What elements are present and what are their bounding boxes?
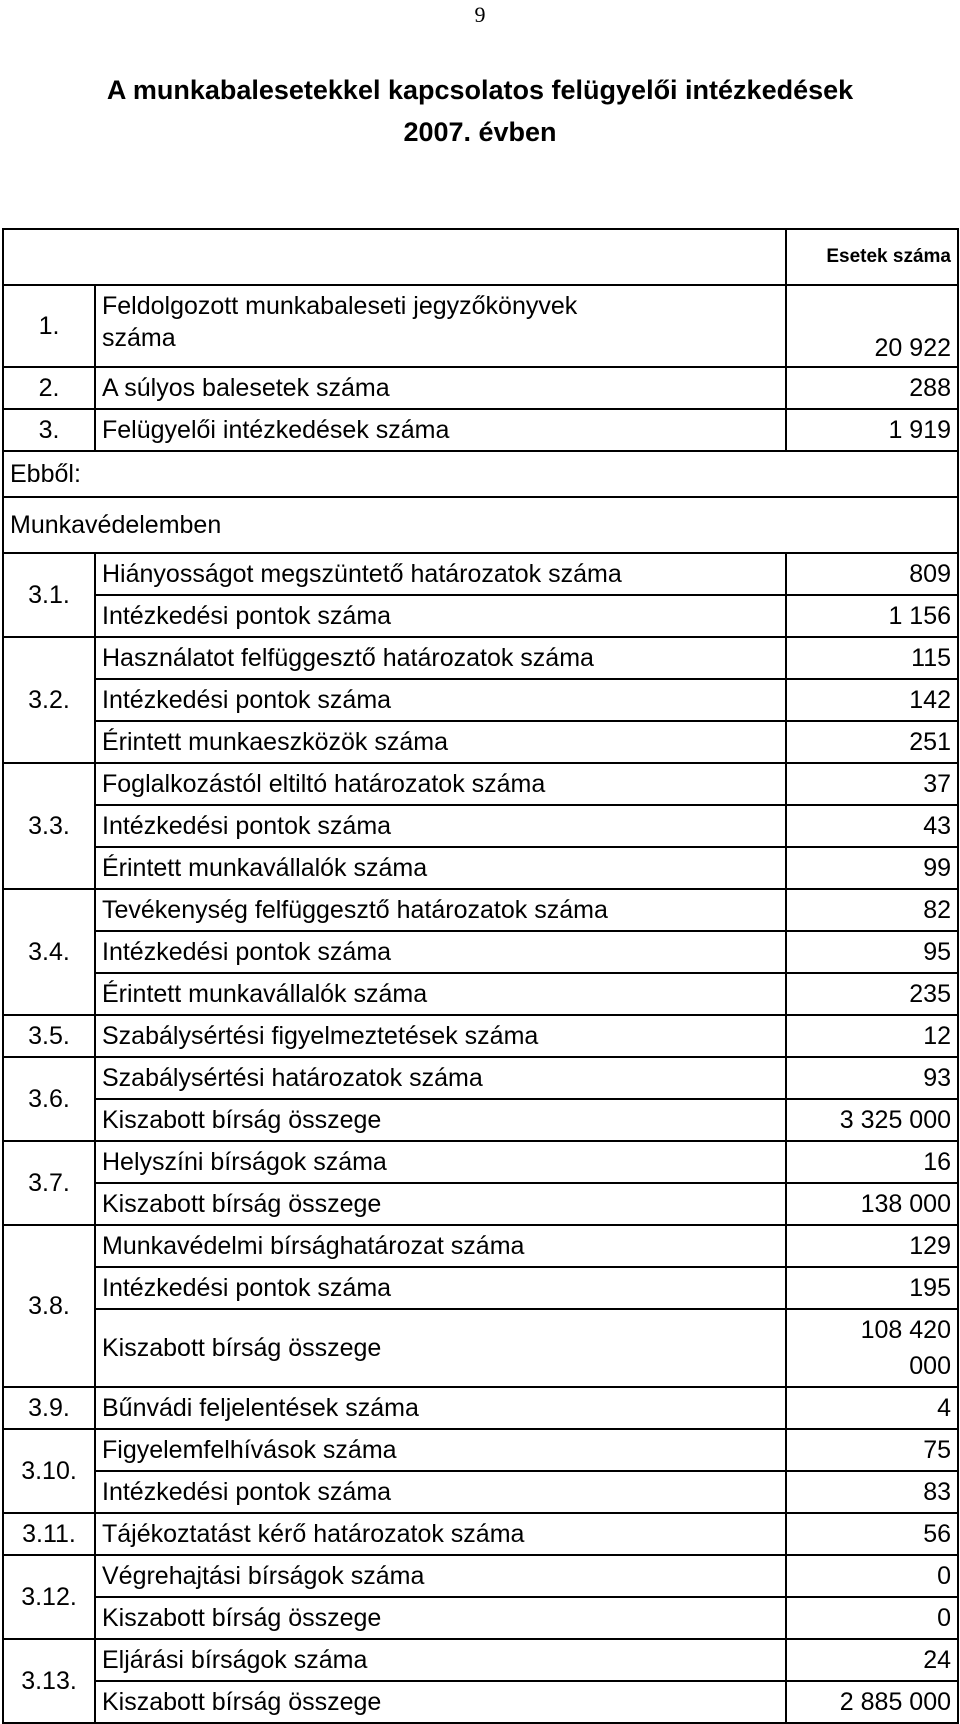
table-row-section <box>3 497 958 553</box>
page-title: A munkabalesetekkel kapcsolatos felügyelői intézkedések <box>106 75 854 105</box>
row-label: Hiányosságot megszüntető határozatok száma <box>95 553 786 595</box>
row-value: 93 <box>786 1057 958 1099</box>
row-number: 3.7. <box>3 1141 95 1225</box>
row-label: Érintett munkavállalók száma <box>95 973 786 1015</box>
row-label: Munkavédelmi bírsághatározat száma <box>95 1225 786 1267</box>
row-value: 142 <box>786 679 958 721</box>
row-value: 1 919 <box>786 409 958 451</box>
table-row <box>3 595 958 637</box>
row-number: 3.6. <box>3 1057 95 1141</box>
row-label: Intézkedési pontok száma <box>95 805 786 847</box>
table-row <box>3 931 958 973</box>
groups-body <box>3 553 958 1723</box>
row-value: 16 <box>786 1141 958 1183</box>
table-row <box>3 763 958 805</box>
row-label: Használatot felfüggesztő határozatok száma <box>95 637 786 679</box>
row-label: Szabálysértési határozatok száma <box>95 1057 786 1099</box>
row-value: 24 <box>786 1639 958 1681</box>
table-row <box>3 367 958 409</box>
table-row <box>3 1015 958 1057</box>
row-value: 0 <box>786 1597 958 1639</box>
row-value: 82 <box>786 889 958 931</box>
table-row <box>3 889 958 931</box>
column-header-cases: Esetek száma <box>786 229 958 285</box>
row-label: Kiszabott bírság összege <box>95 1681 786 1723</box>
header-empty-cell <box>3 229 786 285</box>
row-value: 4 <box>786 1387 958 1429</box>
row-value: 95 <box>786 931 958 973</box>
row-label: Bűnvádi feljelentések száma <box>95 1387 786 1429</box>
row-number: 3.10. <box>3 1429 95 1513</box>
row-label: Intézkedési pontok száma <box>95 1471 786 1513</box>
row-number: 3.5. <box>3 1015 95 1057</box>
table-row <box>3 679 958 721</box>
row-label: Figyelemfelhívások száma <box>95 1429 786 1471</box>
row-label: Kiszabott bírság összege <box>95 1099 786 1141</box>
row-number: 2. <box>3 367 95 409</box>
row-value: 115 <box>786 637 958 679</box>
row-value-line: 000 <box>909 1352 951 1380</box>
table-row-ebbol <box>3 451 958 497</box>
row-value <box>786 1309 958 1387</box>
row-number: 3.1. <box>3 553 95 637</box>
row-number: 3.11. <box>3 1513 95 1555</box>
row-value: 3 325 000 <box>786 1099 958 1141</box>
row-label: Foglalkozástól eltiltó határozatok száma <box>95 763 786 805</box>
row-label: Kiszabott bírság összege <box>95 1597 786 1639</box>
row-label: Tevékenység felfüggesztő határozatok száma <box>95 889 786 931</box>
table-row <box>3 1267 958 1309</box>
measures-table <box>2 228 959 1724</box>
row-label: Szabálysértési figyelmeztetések száma <box>95 1015 786 1057</box>
row-value: 43 <box>786 805 958 847</box>
row-number: 3.12. <box>3 1555 95 1639</box>
row-value: 2 885 000 <box>786 1681 958 1723</box>
table-row <box>3 1141 958 1183</box>
row-number: 3.4. <box>3 889 95 1015</box>
row-label-line: Feldolgozott munkabaleseti jegyzőkönyvek <box>102 292 578 320</box>
table-row <box>3 1387 958 1429</box>
row-value: 83 <box>786 1471 958 1513</box>
row-value: 129 <box>786 1225 958 1267</box>
row-label: A súlyos balesetek száma <box>95 367 786 409</box>
row-label: Intézkedési pontok száma <box>95 931 786 973</box>
row-value: 56 <box>786 1513 958 1555</box>
row-label: Kiszabott bírság összege <box>95 1183 786 1225</box>
row-number: 3.13. <box>3 1639 95 1723</box>
table-row <box>3 409 958 451</box>
row-label: Helyszíni bírságok száma <box>95 1141 786 1183</box>
row-label: Érintett munkaeszközök száma <box>95 721 786 763</box>
table-row <box>3 1513 958 1555</box>
page-title-year: 2007. évben <box>403 117 557 147</box>
row-value: 235 <box>786 973 958 1015</box>
row-value-line: 108 420 <box>860 1316 951 1344</box>
row-value: 20 922 <box>786 285 958 367</box>
row-label: Felügyelői intézkedések száma <box>95 409 786 451</box>
table-row <box>3 973 958 1015</box>
row-value: 1 156 <box>786 595 958 637</box>
row-number: 3.2. <box>3 637 95 763</box>
row-value: 0 <box>786 1555 958 1597</box>
row-value: 288 <box>786 367 958 409</box>
row-number: 3.3. <box>3 763 95 889</box>
row-number: 3.8. <box>3 1225 95 1387</box>
row-label: Intézkedési pontok száma <box>95 595 786 637</box>
row-label: Tájékoztatást kérő határozatok száma <box>95 1513 786 1555</box>
table-row <box>3 285 958 367</box>
row-number: 3.9. <box>3 1387 95 1429</box>
row-number: 1. <box>3 285 95 367</box>
row-number: 3. <box>3 409 95 451</box>
row-value: 195 <box>786 1267 958 1309</box>
row-label <box>95 285 786 367</box>
table-row <box>3 1099 958 1141</box>
table-row <box>3 1225 958 1267</box>
table-row <box>3 1471 958 1513</box>
table-row <box>3 1429 958 1471</box>
table-row <box>3 637 958 679</box>
row-value: 37 <box>786 763 958 805</box>
table-row <box>3 553 958 595</box>
page-number: 9 <box>474 2 486 27</box>
row-label: Végrehajtási bírságok száma <box>95 1555 786 1597</box>
table-row <box>3 1309 958 1387</box>
table-row <box>3 1057 958 1099</box>
row-value: 99 <box>786 847 958 889</box>
table-row <box>3 721 958 763</box>
table-row <box>3 1639 958 1681</box>
row-value: 251 <box>786 721 958 763</box>
row-label: Intézkedési pontok száma <box>95 679 786 721</box>
row-label: Érintett munkavállalók száma <box>95 847 786 889</box>
table-row <box>3 1597 958 1639</box>
row-label-line: száma <box>102 324 176 352</box>
row-value: 75 <box>786 1429 958 1471</box>
table-row <box>3 1555 958 1597</box>
table-row <box>3 847 958 889</box>
row-label: Intézkedési pontok száma <box>95 1267 786 1309</box>
table-row <box>3 1183 958 1225</box>
ebbol-label: Ebből: <box>3 451 958 497</box>
table-row <box>3 1681 958 1723</box>
table-header-row <box>3 229 958 285</box>
row-value: 138 000 <box>786 1183 958 1225</box>
table-row <box>3 805 958 847</box>
row-label: Kiszabott bírság összege <box>95 1309 786 1387</box>
row-label: Eljárási bírságok száma <box>95 1639 786 1681</box>
row-value: 809 <box>786 553 958 595</box>
section-label: Munkavédelemben <box>3 497 958 553</box>
row-value: 12 <box>786 1015 958 1057</box>
